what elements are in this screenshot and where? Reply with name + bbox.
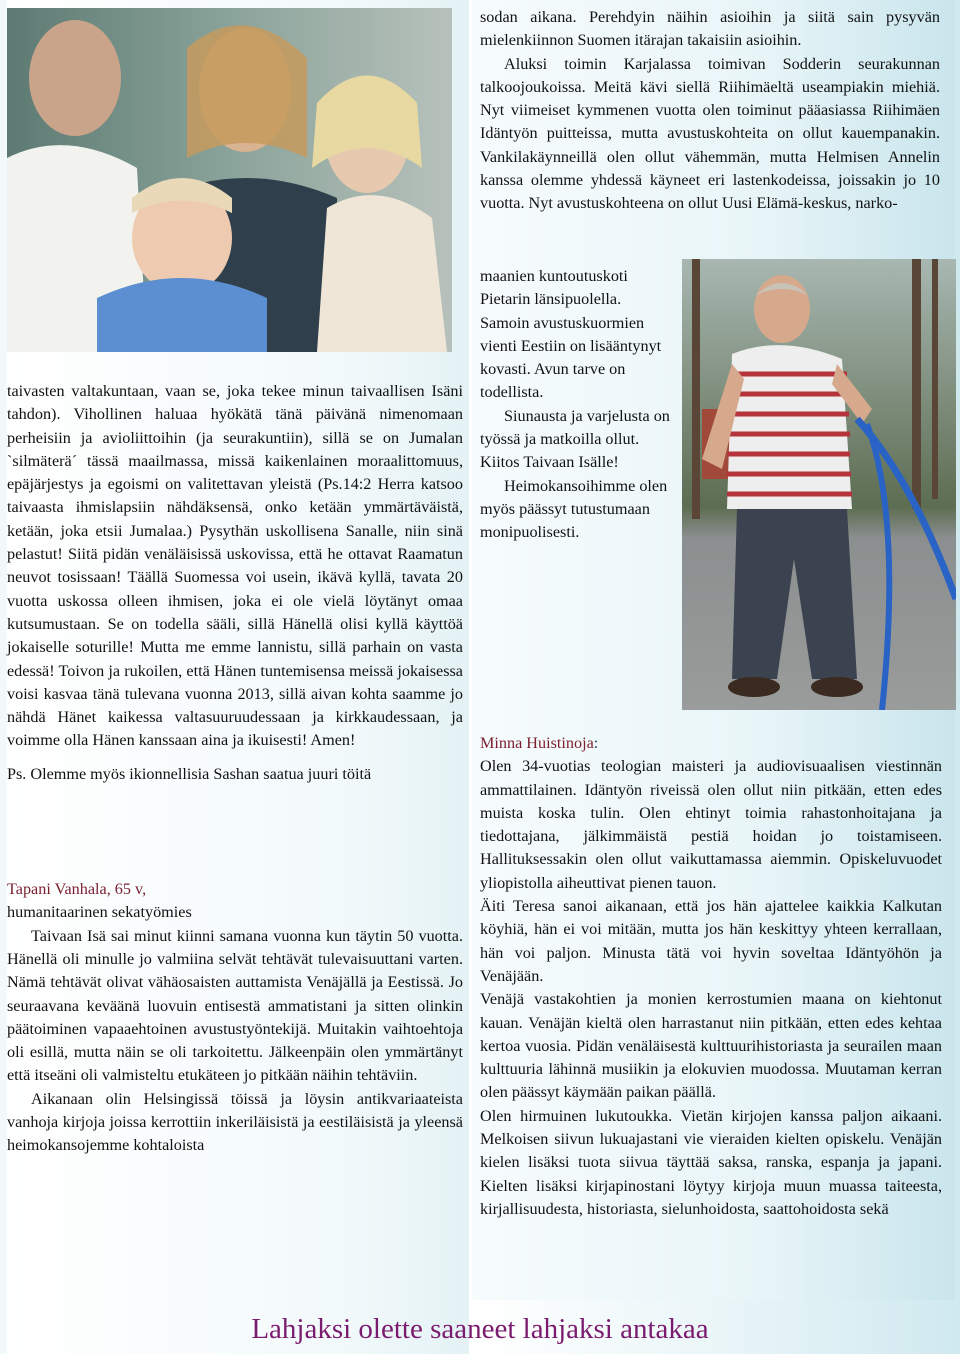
left-main-text xyxy=(7,380,463,1158)
tapani-narrow-1: maanien kuntoutuskoti Pietarin länsipuolella. Samoin avustuskuormien vienti Eestiin on lisääntynyt kovasti. Avun tarve on todellista. xyxy=(480,267,662,402)
tapani-narrow-2: Siunausta ja varjelusta on työssä ja matkoilla ollut. Kiitos Taivaan Isälle! xyxy=(480,406,670,472)
minna-name: Minna Huistinoja xyxy=(480,734,594,752)
tapani-paragraph-2: Aikanaan olin Helsingissä töissä ja löysin antikvariaateista vanhoja kirjoja joissa kerrottiin inkeriläisistä ja eestiläisistä ja yleensä heimokansojemme kohtaloista xyxy=(7,1089,463,1155)
right-top-text xyxy=(480,6,940,216)
tapani-paragraph-1: Taivaan Isä sai minut kiinni samana vuonna kun täytin 50 vuotta. Hänellä oli minulle jo valmiina selvät tehtävät tulevaisuuttani varten. Nämä tehtävät olivat vähäosaisten auttamista Venäjällä ja Eestissä. Jo seuraavana keväänä luovuin entisestä ammatistani ja sitten olinkin päätoiminen vapaaehtoinen avustustyöntekijä. Muitakin vaihtoehtoja oli esillä, mutta näin se oli tarkoitettu. Jälkeenpäin olen ymmärtänyt että itseäni oli valmisteltu etukäteen jo pitkään näihin tehtäviin. xyxy=(7,926,463,1085)
tapani-title: humanitaarinen sekatyömies xyxy=(7,903,192,922)
minna-section xyxy=(480,732,942,1221)
footer-motto: Lahjaksi olette saaneet lahjaksi antakaa xyxy=(251,1313,709,1345)
right-narrow-text xyxy=(480,265,674,545)
minna-colon: : xyxy=(593,734,599,752)
family-photo xyxy=(7,8,452,352)
minna-paragraph-1: Olen 34-vuotias teologian maisteri ja audiovisuaalisen viestinnän ammattilainen. Idäntyön riveissä olen ollut niin pitkään, etten edes muista koska tulin. Olen ehtinyt toimia rahastonhoitajana ja tiedottajana, jälkimmäistä pestiä hoidan jo toistamiseen. Hallituksessakin olen ollut vaikuttamassa aiemmin. Opiskeluvuodet yliopistolla aiheuttivat pienen tauon. xyxy=(480,757,942,892)
minna-paragraph-3: Venäjä vastakohtien ja monien kerrostumien maana on kiehtonut kauan. Venäjän kieltä olen harrastanut niin pitkään, etten edes kehtaa kertoa vuosia. Pidän venäläisestä kulttuurihistoriasta ja seurailen maan kulttuuria lähinnä musiikin ja elokuvien muodossa. Muutaman kerran olen päässyt käymään paikan päällä. xyxy=(480,990,942,1102)
intro-paragraph: taivasten valtakuntaan, vaan se, joka tekee minun taivaallisen Isäni tahdon). Vihollinen haluaa hyökätä tänä päivänä nimenomaan perheisiin ja avioliittoihin (ja seurakuntiin), sillä se on Jumalan `silmäterä´ tässä maailmassa, missä kaikenlainen moraalittomuus, epäjärjestys ja egoismi on valitettavan yleistä (Ps.14:2 Herra katsoo taivaasta ihmislapsiin nähdäksensä, onko ketään ymmärtäväistä, ketään, joka etsii Jumalaa.) Pysythän uskollisena Sanalle, niin sinä pelastut! Siitä pidän venäläisissä uskovissa, että he ottavat Raamatun neuvot tosissaan! Täällä Suomessa voi usein, ikävä kyllä, tavata 20 vuotta uskossa olleen ihmisen, joka ei ole vielä löytänyt omaa kutsumustaan. Se on todella sääli, sillä Hänellä olisi kyllä käyttöä jokaiselle soturille! Mutta me emme lannistu, sillä parhain on vasta edessä! Toivon ja rukoilen, että Hänen tuntemisensa meissä jokaisessa voisi kasvaa tänä tulevana vuonna 2013, sillä aivan kohta saamme jo nähdä Hänet kaikessa valtasuuruudessaan ja kirkkaudessaan, ja voimme olla Hänen kanssaan aina ja ikuisesti! Amen! xyxy=(7,382,463,750)
minna-paragraph-2: Äiti Teresa sanoi aikanaan, että jos hän ajattelee kaikkia Kalkutan köyhiä, hän ei voi mitään, mutta jos hän keskittyy yhteen kerrallaan, hän voi paljon. Minusta tätä voi hyvin soveltaa Idäntyöhön ja Venäjään. xyxy=(480,897,942,985)
tapani-continued-1: sodan aikana. Perehdyin näihin asioihin ja siitä sain pysyvän mielenkiinnon Suomen itärajan takaisiin asioihin. xyxy=(480,8,940,50)
ps-line: Ps. Olemme myös ikionnellisia Sashan saatua juuri töitä xyxy=(7,764,372,783)
minna-paragraph-4: Olen hirmuinen lukutoukka. Vietän kirjojen kanssa paljon aikaani. Melkoisen siivun lukuajastani vie vieraiden kielten opiskelu. Venäjän kielen lisäksi tuota siivua täyttää saksa, ranska, espanja ja japani. Kielten lisäksi kirjapinostani löytyy kirjoja muun muassa taiteesta, kirjallisuudesta, historiasta, sielunhoidosta, saattohoidosta sekä xyxy=(480,1106,942,1218)
tapani-narrow-3: Heimokansoihimme olen myös päässyt tutustumaan monipuolisesti. xyxy=(480,476,668,542)
man-photo xyxy=(682,259,956,710)
tapani-name: Tapani Vanhala, 65 v, xyxy=(7,880,147,899)
tapani-continued-2: Aluksi toimin Karjalassa toimivan Sodderin seurakunnan talkoojoukoissa. Meitä kävi siellä Riihimäeltä useampiakin miehiä. Nyt viimeiset kymmenen vuotta olen toiminut pääasiassa Riihimäen Idäntyön puitteissa, mutta avustuskohteita on ollut kauempanakin. Vankilakäynneillä olen ollut vähemmän, mutta Helmisen Annelin kanssa olemme yhdessä käyneet eri lastenkodeissa, joissakin jo 10 vuotta. Nyt avustuskohteena on ollut Uusi Elämä-keskus, narko- xyxy=(480,54,940,213)
